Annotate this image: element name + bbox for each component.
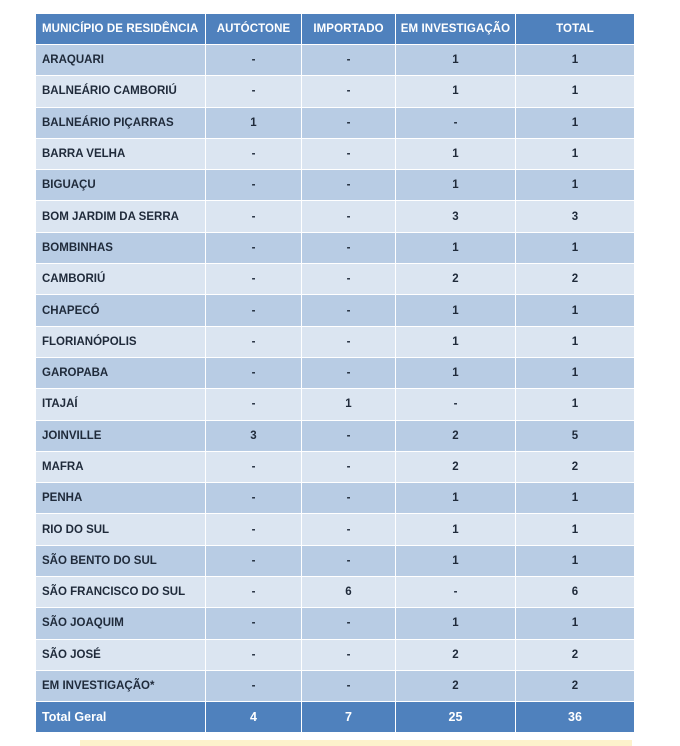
table-row (36, 107, 635, 138)
cell-autoctone: - (206, 357, 302, 388)
cell-autoctone: - (206, 545, 302, 576)
cell-municipio: ARAQUARI (36, 45, 206, 76)
cell-importado: - (302, 545, 396, 576)
cell-importado: - (302, 483, 396, 514)
cell-em-investigacao: 1 (396, 170, 516, 201)
footer-autoctone: 4 (206, 702, 302, 733)
cell-total: 1 (516, 170, 635, 201)
cell-importado: 1 (302, 389, 396, 420)
cell-autoctone: - (206, 514, 302, 545)
cell-em-investigacao: 2 (396, 670, 516, 701)
table-row (36, 138, 635, 169)
cell-importado: - (302, 326, 396, 357)
table-row (36, 232, 635, 263)
header-importado: IMPORTADO (302, 14, 396, 45)
cell-total: 1 (516, 326, 635, 357)
table-row (36, 639, 635, 670)
table-row (36, 545, 635, 576)
cell-autoctone: - (206, 483, 302, 514)
cell-municipio: ITAJAÍ (36, 389, 206, 420)
cell-em-investigacao: 1 (396, 514, 516, 545)
cell-em-investigacao: 1 (396, 483, 516, 514)
cell-municipio: BIGUAÇU (36, 170, 206, 201)
table-row (36, 389, 635, 420)
cell-em-investigacao: 1 (396, 76, 516, 107)
table-row (36, 326, 635, 357)
cell-autoctone: - (206, 232, 302, 263)
cell-total: 1 (516, 76, 635, 107)
cell-importado: - (302, 295, 396, 326)
cell-em-investigacao: 1 (396, 357, 516, 388)
cell-autoctone: - (206, 639, 302, 670)
cell-em-investigacao: - (396, 389, 516, 420)
cell-total: 1 (516, 608, 635, 639)
cell-total: 1 (516, 545, 635, 576)
cell-importado: - (302, 107, 396, 138)
header-autoctone: AUTÓCTONE (206, 14, 302, 45)
cell-total: 1 (516, 107, 635, 138)
cell-autoctone: - (206, 608, 302, 639)
cell-importado: - (302, 76, 396, 107)
cell-em-investigacao: 1 (396, 45, 516, 76)
cell-importado: 6 (302, 577, 396, 608)
cell-municipio: SÃO BENTO DO SUL (36, 545, 206, 576)
cell-importado: - (302, 639, 396, 670)
table-row (36, 45, 635, 76)
cell-em-investigacao: 2 (396, 451, 516, 482)
footnote-strip (80, 740, 632, 746)
cases-table-container (35, 13, 634, 733)
cell-municipio: EM INVESTIGAÇÃO* (36, 670, 206, 701)
cell-em-investigacao: 1 (396, 232, 516, 263)
cell-autoctone: - (206, 389, 302, 420)
cell-autoctone: - (206, 138, 302, 169)
header-municipio: MUNICÍPIO DE RESIDÊNCIA (36, 14, 206, 45)
table-row (36, 76, 635, 107)
cell-em-investigacao: 1 (396, 295, 516, 326)
table-footer-row (36, 702, 635, 733)
cell-municipio: SÃO FRANCISCO DO SUL (36, 577, 206, 608)
cell-total: 1 (516, 295, 635, 326)
cell-importado: - (302, 201, 396, 232)
cell-municipio: GAROPABA (36, 357, 206, 388)
cell-importado: - (302, 170, 396, 201)
table-row (36, 483, 635, 514)
table-row (36, 577, 635, 608)
cell-total: 1 (516, 138, 635, 169)
cell-importado: - (302, 608, 396, 639)
table-row (36, 357, 635, 388)
cell-autoctone: - (206, 451, 302, 482)
cell-autoctone: - (206, 264, 302, 295)
cell-autoctone: - (206, 76, 302, 107)
cell-municipio: BALNEÁRIO CAMBORIÚ (36, 76, 206, 107)
cell-total: 3 (516, 201, 635, 232)
table-row (36, 264, 635, 295)
cell-municipio: BOM JARDIM DA SERRA (36, 201, 206, 232)
cell-importado: - (302, 264, 396, 295)
cell-municipio: FLORIANÓPOLIS (36, 326, 206, 357)
table-row (36, 201, 635, 232)
footer-label: Total Geral (36, 702, 206, 733)
cell-autoctone: - (206, 201, 302, 232)
table-body (36, 45, 635, 702)
table-row (36, 608, 635, 639)
cell-municipio: PENHA (36, 483, 206, 514)
footer-importado: 7 (302, 702, 396, 733)
cell-municipio: SÃO JOAQUIM (36, 608, 206, 639)
cell-total: 2 (516, 264, 635, 295)
cell-em-investigacao: 2 (396, 639, 516, 670)
cell-autoctone: - (206, 577, 302, 608)
cases-by-municipality-table (35, 13, 635, 733)
cell-importado: - (302, 420, 396, 451)
cell-total: 6 (516, 577, 635, 608)
cell-municipio: JOINVILLE (36, 420, 206, 451)
cell-total: 1 (516, 357, 635, 388)
cell-em-investigacao: 1 (396, 326, 516, 357)
footer-em-investigacao: 25 (396, 702, 516, 733)
cell-em-investigacao: 3 (396, 201, 516, 232)
cell-municipio: CHAPECÓ (36, 295, 206, 326)
cell-municipio: RIO DO SUL (36, 514, 206, 545)
cell-municipio: BALNEÁRIO PIÇARRAS (36, 107, 206, 138)
cell-em-investigacao: 1 (396, 608, 516, 639)
cell-autoctone: 1 (206, 107, 302, 138)
table-row (36, 420, 635, 451)
cell-total: 1 (516, 232, 635, 263)
cell-importado: - (302, 514, 396, 545)
cell-em-investigacao: 2 (396, 264, 516, 295)
cell-autoctone: - (206, 326, 302, 357)
cell-importado: - (302, 357, 396, 388)
footer-total: 36 (516, 702, 635, 733)
cell-em-investigacao: 2 (396, 420, 516, 451)
cell-total: 2 (516, 451, 635, 482)
header-em-investigacao: EM INVESTIGAÇÃO (396, 14, 516, 45)
cell-total: 2 (516, 670, 635, 701)
table-row (36, 170, 635, 201)
table-row (36, 670, 635, 701)
cell-total: 1 (516, 514, 635, 545)
cell-importado: - (302, 232, 396, 263)
cell-autoctone: - (206, 295, 302, 326)
header-total: TOTAL (516, 14, 635, 45)
cell-total: 1 (516, 483, 635, 514)
cell-total: 1 (516, 45, 635, 76)
table-row (36, 295, 635, 326)
cell-autoctone: - (206, 170, 302, 201)
cell-total: 2 (516, 639, 635, 670)
table-row (36, 451, 635, 482)
cell-importado: - (302, 45, 396, 76)
cell-em-investigacao: 1 (396, 138, 516, 169)
cell-municipio: BOMBINHAS (36, 232, 206, 263)
cell-em-investigacao: - (396, 107, 516, 138)
cell-municipio: MAFRA (36, 451, 206, 482)
cell-importado: - (302, 670, 396, 701)
cell-em-investigacao: 1 (396, 545, 516, 576)
table-row (36, 514, 635, 545)
table-header-row (36, 14, 635, 45)
cell-municipio: SÃO JOSÉ (36, 639, 206, 670)
cell-autoctone: - (206, 670, 302, 701)
cell-autoctone: - (206, 45, 302, 76)
cell-total: 5 (516, 420, 635, 451)
cell-importado: - (302, 138, 396, 169)
cell-em-investigacao: - (396, 577, 516, 608)
cell-total: 1 (516, 389, 635, 420)
cell-municipio: CAMBORIÚ (36, 264, 206, 295)
cell-importado: - (302, 451, 396, 482)
cell-municipio: BARRA VELHA (36, 138, 206, 169)
cell-autoctone: 3 (206, 420, 302, 451)
